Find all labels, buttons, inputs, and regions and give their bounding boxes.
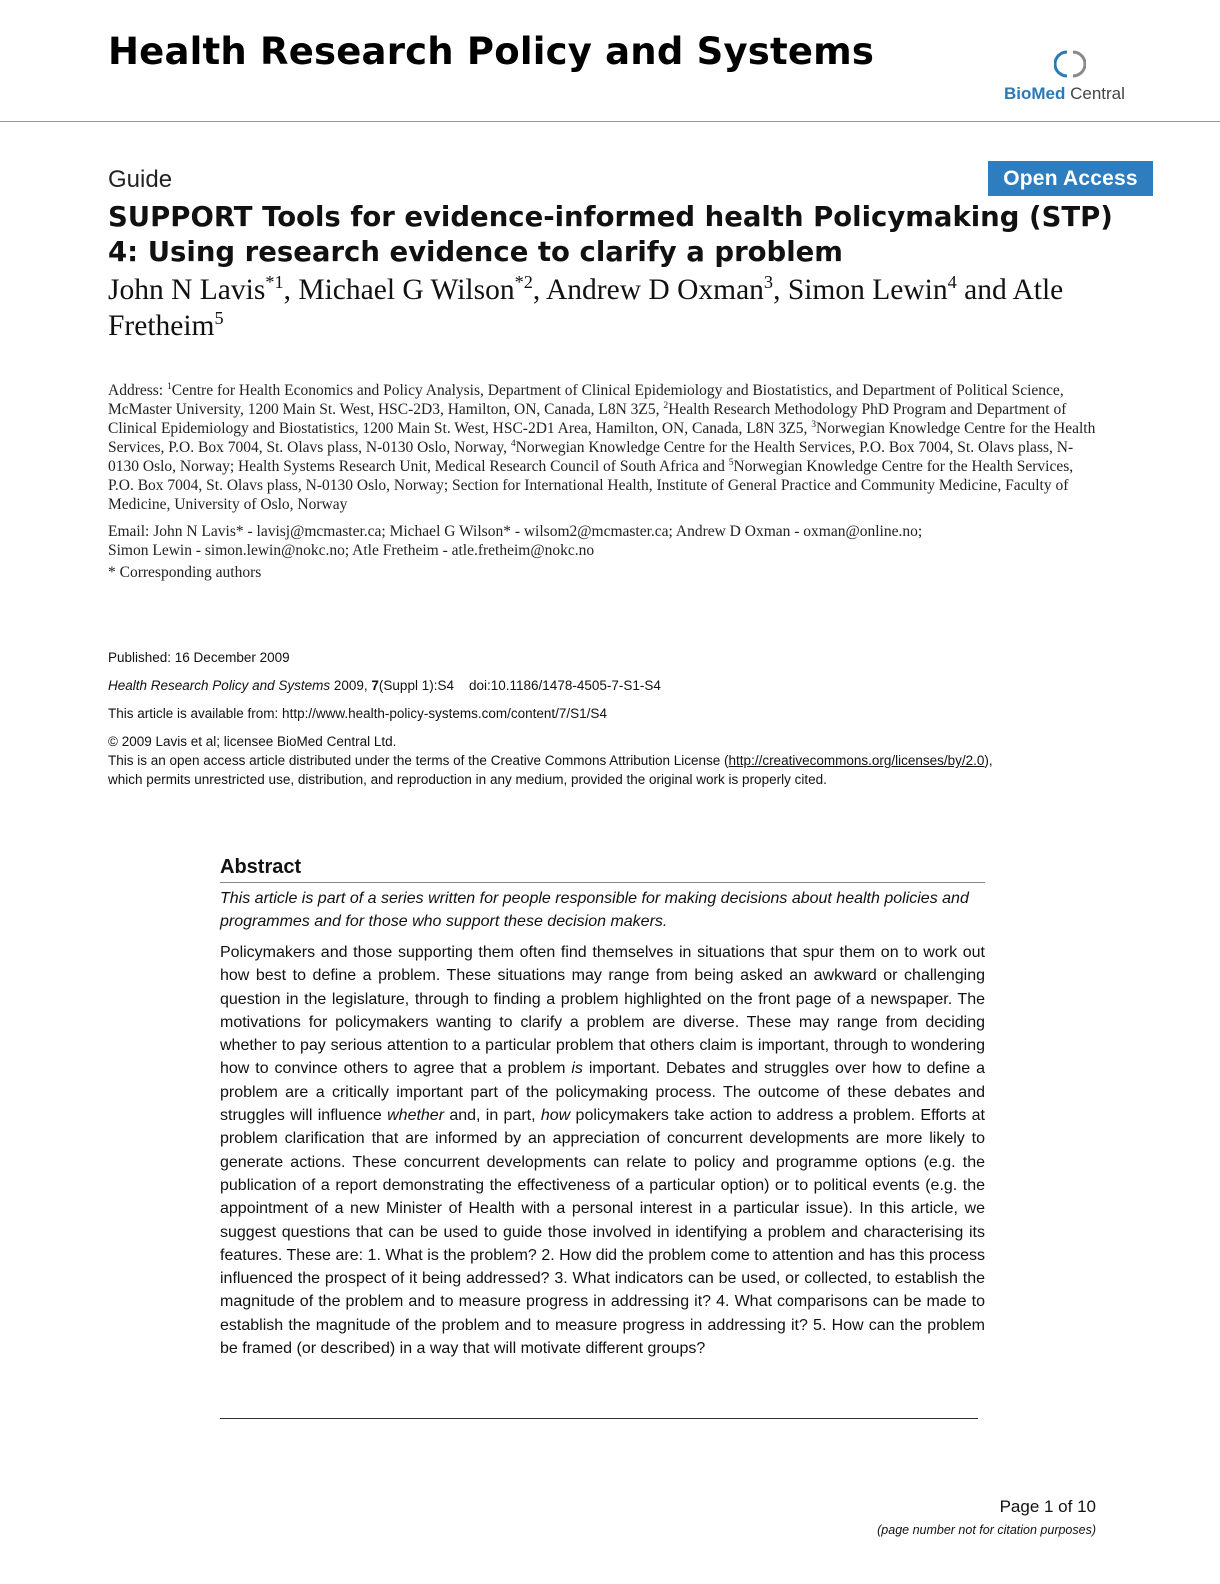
- brand-central: Central: [1065, 84, 1125, 103]
- biomed-central-wordmark: [1004, 84, 1125, 104]
- license-text: [108, 751, 1118, 770]
- abstract-heading: Abstract: [220, 855, 985, 883]
- affiliation-text: Norwegian Knowledge Centre for the Health Services, P.O. Box 7004, St. Olavs plass, N-0130 Oslo, Norway; Health Systems Research Unit, Medical Research Council of South Africa and: [108, 439, 1074, 475]
- article-type: Guide: [108, 166, 173, 193]
- author-affiliation-mark: 3: [763, 272, 774, 293]
- header-divider: [0, 121, 1220, 122]
- abstract-emphasis: whether: [387, 1107, 445, 1125]
- affiliation-text: Norwegian Knowledge Centre for the Health Services, P.O. Box 7004, St. Olavs plass, N-0130 Oslo, Norway,: [108, 420, 1096, 456]
- author-list: [108, 272, 1108, 344]
- email-line-1[interactable]: Email: John N Lavis* - lavisj@mcmaster.ca; Michael G Wilson* - wilsom2@mcmaster.ca; Andrew D Oxman - oxman@online.no;: [108, 523, 923, 540]
- affiliation-number: 5: [728, 456, 734, 468]
- abstract-text: Policymakers and those supporting them often find themselves in situations that spur them on to work out how best to define a problem. These situations may range from being asked an awkward or challenging question in the legislature, through to finding a problem highlighted on the front page of a newspaper. The motivations for policymakers wanting to clarify a problem are diverse. These may range from deciding whether to pay serious attention to a particular problem that others claim is important, through to wondering how to convince others to agree that a problem: [220, 944, 985, 1078]
- citation-issue: (Suppl 1):S4: [378, 678, 454, 693]
- open-access-badge: Open Access: [988, 161, 1153, 196]
- page-number-note: (page number not for citation purposes): [877, 1523, 1096, 1537]
- citation-journal: Health Research Policy and Systems: [108, 678, 331, 693]
- abstract-text: important. Debates and struggles over how to define a problem are a critically important part of the policymaking process. The outcome of these debates and struggles will influence: [220, 1060, 986, 1125]
- affiliation-number: 3: [811, 418, 817, 430]
- author-name: Atle Fretheim: [108, 274, 1064, 342]
- abstract-intro: This article is part of a series written for people responsible for making decisions about health policies and programmes and for those who support these decision makers.: [220, 890, 969, 930]
- author-name: John N Lavis: [108, 274, 266, 306]
- abstract-text: policymakers take action to address a problem. Efforts at problem clarification that are informed by an appreciation of concurrent developments are more likely to generate actions. These concurrent developments can relate to policy and programme options (e.g. the publication of a report demonstrating the effectiveness of a particular option) or to political events (e.g. the appointment of a new Minister of Health with a personal interest in a particular issue). In this article, we suggest questions that can be used to guide those involved in identifying a problem and characterising its features. These are: 1. What is the problem? 2. How did the problem come to attention and has this process influenced the prospect of it being addressed? 3. What indicators can be used, or collected, to establish the magnitude of the problem and to measure progress in addressing it? 4. What comparisons can be made to establish the magnitude of the problem and to measure progress in addressing it? 5. How can the problem be framed (or described) in a way that will motivate different groups?: [220, 1107, 985, 1358]
- published-date: Published: 16 December 2009: [108, 650, 290, 665]
- email-line-2[interactable]: Simon Lewin - simon.lewin@nokc.no; Atle Fretheim - atle.fretheim@nokc.no: [108, 542, 595, 559]
- affiliation-number: 1: [166, 380, 172, 392]
- author-name: Simon Lewin: [787, 274, 948, 306]
- author-separator: ,: [773, 274, 788, 306]
- biomed-central-logo-icon: [1054, 48, 1086, 80]
- page-number: Page 1 of 10: [999, 1497, 1096, 1516]
- journal-title: Health Research Policy and Systems: [108, 30, 875, 73]
- author-name: Andrew D Oxman: [545, 274, 764, 306]
- author-affiliation-mark: *2: [514, 272, 533, 293]
- license-text-start: This is an open access article distributed under the terms of the Creative Commons Attribution License (: [108, 753, 729, 768]
- affiliation-text: Centre for Health Economics and Policy Analysis, Department of Clinical Epidemiology and Biostatistics, and Department of Political Science, McMaster University, 1200 Main St. West, HSC-2D3, Hamilton, ON, Canada, L8N 3Z5,: [108, 382, 1064, 418]
- author-affiliation-mark: 4: [947, 272, 957, 293]
- brand-biomed: BioMed: [1004, 84, 1066, 103]
- article-title-line-1: SUPPORT Tools for evidence-informed health Policymaking (STP): [108, 201, 1113, 233]
- citation-volume: 7: [371, 678, 379, 693]
- abstract-text: and, in part,: [444, 1107, 541, 1125]
- author-affiliation-mark: *1: [265, 272, 284, 293]
- doi: doi:10.1186/1478-4505-7-S1-S4: [468, 678, 661, 693]
- author-emails: [108, 522, 1098, 560]
- abstract-body: [220, 941, 985, 1360]
- affiliation-text: Health Research Methodology PhD Program and Department of Clinical Epidemiology and Biostatistics, 1200 Main St. West, HSC-2D1 Area, Hamilton, ON, Canada, L8N 3Z5,: [108, 401, 1067, 437]
- author-addresses: [108, 381, 1098, 514]
- abstract-bottom-rule: [220, 1418, 978, 1419]
- abstract-emphasis: is: [571, 1060, 583, 1078]
- corresponding-authors-note: * Corresponding authors: [108, 564, 262, 581]
- author-affiliation-mark: 5: [214, 308, 224, 329]
- article-title-line-2: 4: Using research evidence to clarify a problem: [108, 236, 843, 268]
- affiliation-text: Norwegian Knowledge Centre for the Health Services, P.O. Box 7004, St. Olavs plass, N-0130 Oslo, Norway; Section for International Health, Institute of General Practice and Community Medicine, Faculty of Medicine, University of Oslo, Norway: [108, 458, 1074, 513]
- publication-info: [108, 648, 1118, 789]
- author-separator: ,: [532, 274, 546, 306]
- affiliation-number: 2: [663, 399, 669, 411]
- biomed-central-logo[interactable]: [1000, 46, 1140, 108]
- address-label: Address:: [108, 382, 167, 399]
- citation: [108, 676, 1118, 695]
- author-separator: ,: [283, 274, 299, 306]
- author-name: Michael G Wilson: [298, 274, 515, 306]
- license-text-end: ),: [984, 753, 993, 768]
- author-separator: and: [956, 274, 1013, 306]
- affiliation-number: 4: [510, 437, 516, 449]
- license-link[interactable]: http://creativecommons.org/licenses/by/2.0: [728, 753, 985, 768]
- abstract-emphasis: how: [540, 1107, 571, 1125]
- license-text-line-2: which permits unrestricted use, distribution, and reproduction in any medium, provided the original work is properly cited.: [108, 772, 827, 787]
- abstract-section: [220, 855, 985, 1360]
- citation-year: 2009,: [330, 678, 372, 693]
- copyright: © 2009 Lavis et al; licensee BioMed Central Ltd.: [108, 734, 397, 749]
- article-title: [108, 200, 1118, 270]
- article-url[interactable]: This article is available from: http://www.health-policy-systems.com/content/7/S1/S4: [108, 706, 607, 721]
